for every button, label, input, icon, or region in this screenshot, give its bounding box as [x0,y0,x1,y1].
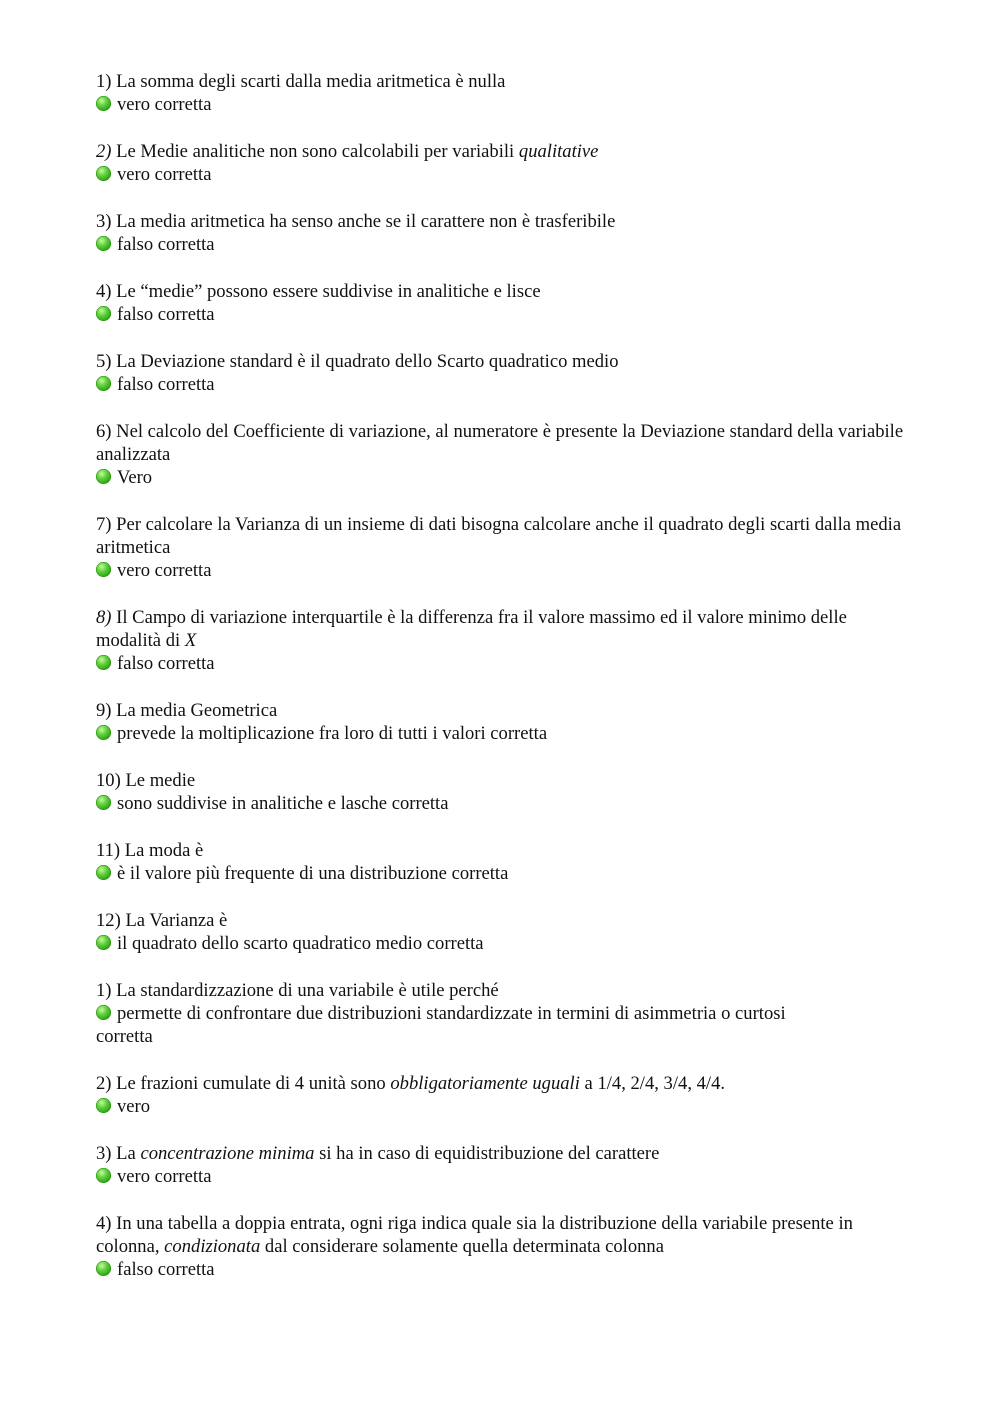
quiz-item [96,769,906,815]
quiz-item [96,606,906,675]
answer: vero corretta [96,93,906,116]
answer: vero corretta [96,163,906,186]
question: 8) Il Campo di variazione interquartile è la differenza fra il valore massimo ed il valore minimo delle modalità di X [96,607,847,651]
question: 6) Nel calcolo del Coefficiente di variazione, al numeratore è presente la Deviazione standard della variabile analizzata [96,421,904,465]
green-circle-icon [96,725,111,740]
quiz-item [96,909,906,955]
answer: permette di confrontare due distribuzioni standardizzate in termini di asimmetria o curtosi corretta [96,1003,786,1047]
question: 2) Le Medie analitiche non sono calcolabili per variabili qualitative [96,141,599,162]
quiz-item [96,979,906,1048]
question: 3) La concentrazione minima si ha in caso di equidistribuzione del carattere [96,1143,660,1164]
question: 9) La media Geometrica [96,700,278,721]
question: 12) La Varianza è [96,910,228,931]
green-circle-icon [96,1261,111,1276]
question: 11) La moda è [96,840,204,861]
green-circle-icon [96,96,111,111]
answer: Vero [96,466,906,489]
quiz-item [96,140,906,186]
answer: falso corretta [96,652,906,675]
answer: sono suddivise in analitiche e lasche corretta [96,792,906,815]
answer: falso corretta [96,373,906,396]
quiz-item [96,839,906,885]
quiz-item [96,70,906,116]
answer: vero corretta [96,1165,906,1188]
green-circle-icon [96,236,111,251]
answer: è il valore più frequente di una distribuzione corretta [96,862,906,885]
green-circle-icon [96,865,111,880]
answer: il quadrato dello scarto quadratico medio corretta [96,932,906,955]
question: 10) Le medie [96,770,196,791]
question: 4) In una tabella a doppia entrata, ogni riga indica quale sia la distribuzione della variabile presente in colonna, condizionata dal considerare solamente quella determinata colonna [96,1213,853,1257]
question: 1) La standardizzazione di una variabile è utile perché [96,980,499,1001]
green-circle-icon [96,1098,111,1113]
green-circle-icon [96,1005,111,1020]
quiz-document [96,70,906,1305]
answer: vero corretta [96,559,906,582]
green-circle-icon [96,655,111,670]
answer: falso corretta [96,233,906,256]
quiz-item [96,1072,906,1118]
question: 3) La media aritmetica ha senso anche se il carattere non è trasferibile [96,211,616,232]
green-circle-icon [96,1168,111,1183]
quiz-item [96,210,906,256]
quiz-item [96,1212,906,1281]
question: 5) La Deviazione standard è il quadrato dello Scarto quadratico medio [96,351,619,372]
green-circle-icon [96,562,111,577]
green-circle-icon [96,376,111,391]
green-circle-icon [96,166,111,181]
question: 1) La somma degli scarti dalla media aritmetica è nulla [96,71,506,92]
green-circle-icon [96,469,111,484]
quiz-item [96,350,906,396]
question: 2) Le frazioni cumulate di 4 unità sono obbligatoriamente uguali a 1/4, 2/4, 3/4, 4/4. [96,1073,726,1094]
question: 7) Per calcolare la Varianza di un insieme di dati bisogna calcolare anche il quadrato degli scarti dalla media aritmetica [96,514,902,558]
quiz-item [96,280,906,326]
answer: prevede la moltiplicazione fra loro di tutti i valori corretta [96,722,906,745]
quiz-item [96,1142,906,1188]
quiz-item [96,699,906,745]
green-circle-icon [96,306,111,321]
quiz-item [96,513,906,582]
question: 4) Le “medie” possono essere suddivise in analitiche e lisce [96,281,541,302]
green-circle-icon [96,795,111,810]
answer: falso corretta [96,1258,906,1281]
answer: falso corretta [96,303,906,326]
green-circle-icon [96,935,111,950]
quiz-item [96,420,906,489]
answer: vero [96,1095,906,1118]
